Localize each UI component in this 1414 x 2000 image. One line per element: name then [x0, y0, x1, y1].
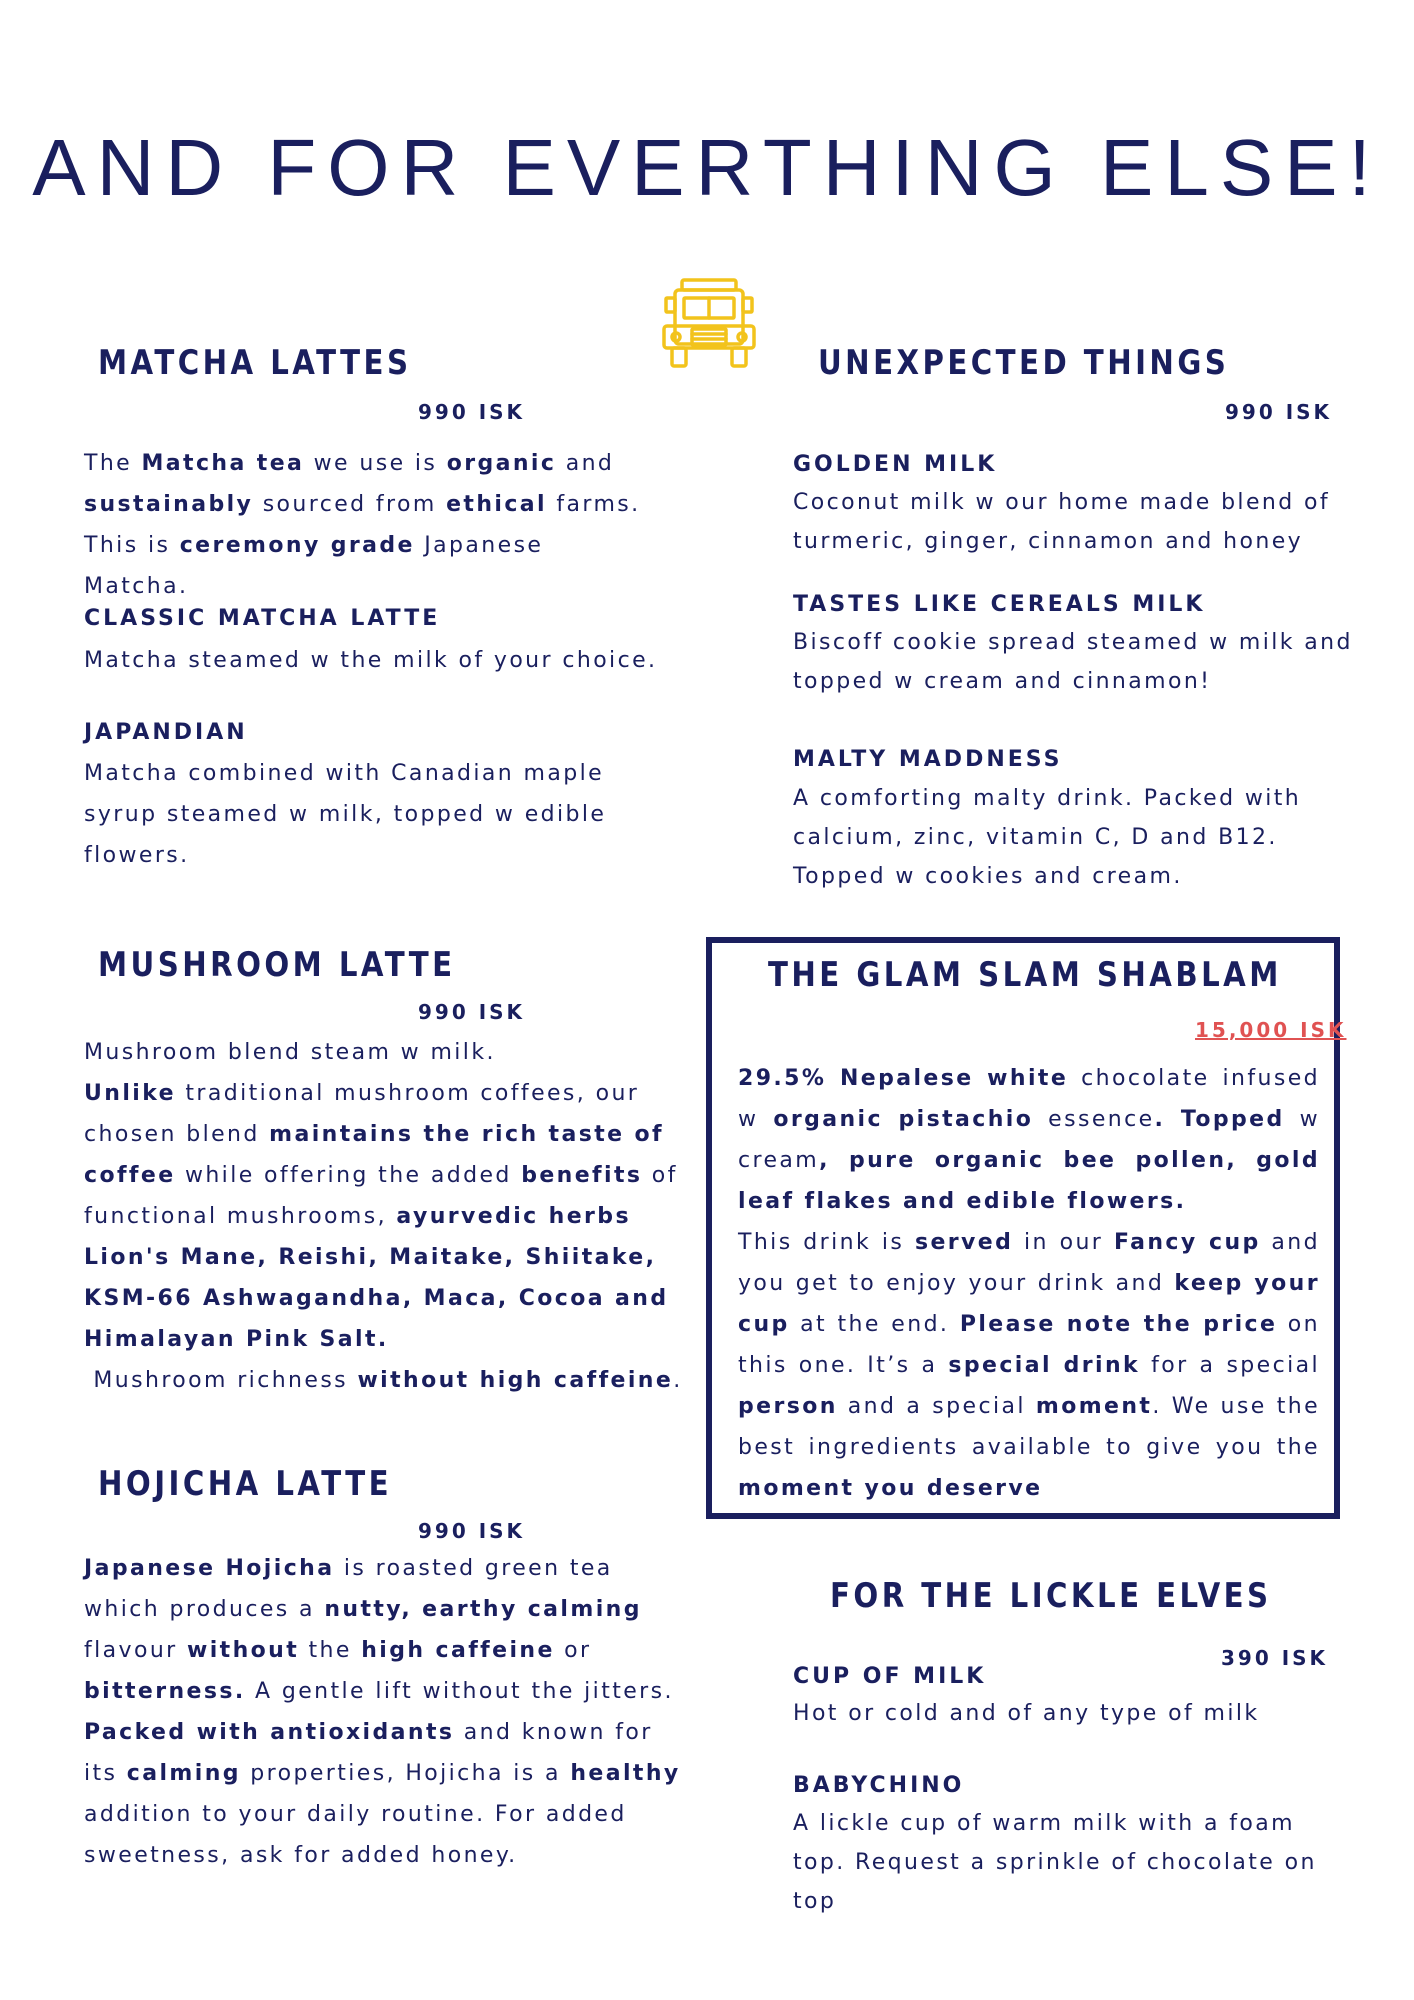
glam-body [738, 1058, 1320, 1222]
babychino-name: BABYCHINO [793, 1773, 965, 1798]
hojicha-desc [84, 1548, 684, 1876]
malty-name: MALTY MADDNESS [793, 747, 1063, 772]
unexpected-heading: UNEXPECTED THINGS [818, 343, 1230, 383]
text-run: Mushroom richness [84, 1368, 358, 1393]
text-run: A gentle lift without the jitters. [245, 1679, 674, 1704]
cereals-milk-name: TASTES LIKE CEREALS MILK [793, 592, 1206, 617]
cereals-milk-desc: Biscoff cookie spread steamed w milk and topped w cream and cinnamon! [793, 630, 1353, 694]
japandian-name: JAPANDIAN [84, 720, 248, 745]
text-run: bitterness. [84, 1679, 246, 1704]
text-run: for a special [1140, 1353, 1321, 1378]
text-run: Matcha tea [141, 451, 305, 476]
text-run: This drink is [738, 1230, 915, 1255]
mushroom-body [84, 1073, 684, 1360]
golden-milk-desc: Coconut milk w our home made blend of turmeric, ginger, cinnamon and honey [793, 490, 1330, 554]
text-run: high caffeine [361, 1638, 555, 1663]
text-run: traditional mushroom coffees, our chosen blend [84, 1081, 640, 1147]
matcha-intro [84, 443, 654, 607]
text-run: Fancy cup [1113, 1230, 1261, 1255]
text-run: special drink [948, 1353, 1141, 1378]
text-run: of functional mushrooms, [84, 1163, 678, 1229]
malty-desc: A comforting malty drink. Packed with calcium, zinc, vitamin C, D and B12. Topped w cookies and cream. [793, 786, 1302, 889]
classic-matcha-desc: Matcha steamed w the milk of your choice. [84, 648, 658, 673]
text-run: without [187, 1638, 300, 1663]
text-run: moment you deserve [738, 1476, 1043, 1501]
text-run: while offering the added [175, 1163, 522, 1188]
text-run: on this one. It’s a [738, 1312, 1320, 1378]
japandian-desc: Matcha combined with Canadian maple syrup steamed w milk, topped w edible flowers. [84, 761, 607, 868]
glam-body2 [738, 1222, 1320, 1509]
text-run: and you get to enjoy your drink and [738, 1230, 1321, 1296]
text-run: nutty, earthy calming [324, 1597, 642, 1622]
text-run: farms. This is [84, 492, 641, 558]
text-run: person [738, 1394, 838, 1419]
glam-heading: THE GLAM SLAM SHABLAM [768, 955, 1282, 995]
text-run: . We use the best ingredients available to give you the [738, 1394, 1321, 1460]
text-run: in our [1013, 1230, 1114, 1255]
text-run: maintains the rich taste of coffee [84, 1122, 664, 1188]
babychino-desc: A lickle cup of warm milk with a foam top. Request a sprinkle of chocolate on top [793, 1811, 1317, 1914]
text-run: at the end. [789, 1312, 960, 1337]
text-run: The [84, 451, 142, 476]
text-run: without high caffeine [357, 1368, 674, 1393]
text-run: flavour [84, 1638, 187, 1663]
text-run: properties, Hojicha is a [240, 1761, 571, 1786]
text-run: Please note the price [959, 1312, 1278, 1337]
cup-of-milk-desc: Hot or cold and of any type of milk [793, 1701, 1260, 1726]
text-run: , pure organic bee pollen, gold leaf flakes and edible flowers. [738, 1148, 1320, 1214]
text-run: ayurvedic herbs Lion's Mane, Reishi, Maitake, Shiitake, KSM-66 Ashwagandha, Maca, Cocoa and Himalayan Pink Salt. [84, 1204, 669, 1352]
text-run: organic [446, 451, 557, 476]
text-run: or [554, 1638, 592, 1663]
text-run: Japanese Hojicha [84, 1556, 335, 1581]
glam-price: 15,000 ISK [1195, 1018, 1347, 1042]
text-run: and known for its [84, 1720, 653, 1786]
text-run: . Topped [1154, 1107, 1285, 1132]
text-run: organic pistachio [773, 1107, 1034, 1132]
text-run: sustainably [84, 492, 254, 517]
matcha-heading: MATCHA LATTES [98, 343, 412, 383]
school-bus-icon [662, 276, 756, 372]
elves-price: 390 ISK [1221, 1646, 1329, 1670]
text-run: calming [126, 1761, 241, 1786]
text-run: . [673, 1368, 683, 1393]
mushroom-price: 990 ISK [418, 1000, 526, 1024]
glam-desc [738, 1058, 1320, 1509]
text-run: ethical [446, 492, 547, 517]
hojicha-heading: HOJICHA LATTE [98, 1464, 393, 1504]
text-run: Packed with antioxidants [84, 1720, 455, 1745]
text-run: Unlike [84, 1081, 176, 1106]
text-run: w cream [738, 1107, 1320, 1173]
text-run: the [299, 1638, 362, 1663]
mushroom-closing [84, 1360, 684, 1401]
text-run: keep your cup [738, 1271, 1320, 1337]
text-run: is roasted green tea which produces a [84, 1556, 613, 1622]
matcha-price: 990 ISK [418, 400, 526, 424]
page-title: AND FOR EVERTHING ELSE! [32, 123, 1382, 212]
classic-matcha-name: CLASSIC MATCHA LATTE [84, 606, 441, 631]
text-run: addition to your daily routine. For added sweetness, ask for added honey. [84, 1802, 627, 1868]
text-run: healthy [570, 1761, 681, 1786]
text-run: moment [1035, 1394, 1153, 1419]
text-run: essence [1033, 1107, 1155, 1132]
elves-heading: FOR THE LICKLE ELVES [830, 1576, 1272, 1616]
text-run: ceremony grade [179, 533, 415, 558]
text-run: we use is [304, 451, 447, 476]
golden-milk-name: GOLDEN MILK [793, 452, 998, 477]
hojicha-price: 990 ISK [418, 1519, 526, 1543]
text-run: benefits [521, 1163, 643, 1188]
text-run: served [914, 1230, 1014, 1255]
text-run: and [556, 451, 615, 476]
text-run: Japanese Matcha. [84, 533, 544, 599]
text-run: chocolate infused w [738, 1066, 1320, 1132]
text-run: sourced from [253, 492, 447, 517]
cup-of-milk-name: CUP OF MILK [793, 1664, 987, 1689]
mushroom-desc [84, 1032, 684, 1401]
text-run: and a special [837, 1394, 1036, 1419]
unexpected-price: 990 ISK [1225, 400, 1333, 424]
mushroom-line1: Mushroom blend steam w milk. [84, 1040, 496, 1065]
text-run: 29.5% Nepalese white [738, 1066, 1069, 1091]
mushroom-heading: MUSHROOM LATTE [98, 945, 456, 985]
